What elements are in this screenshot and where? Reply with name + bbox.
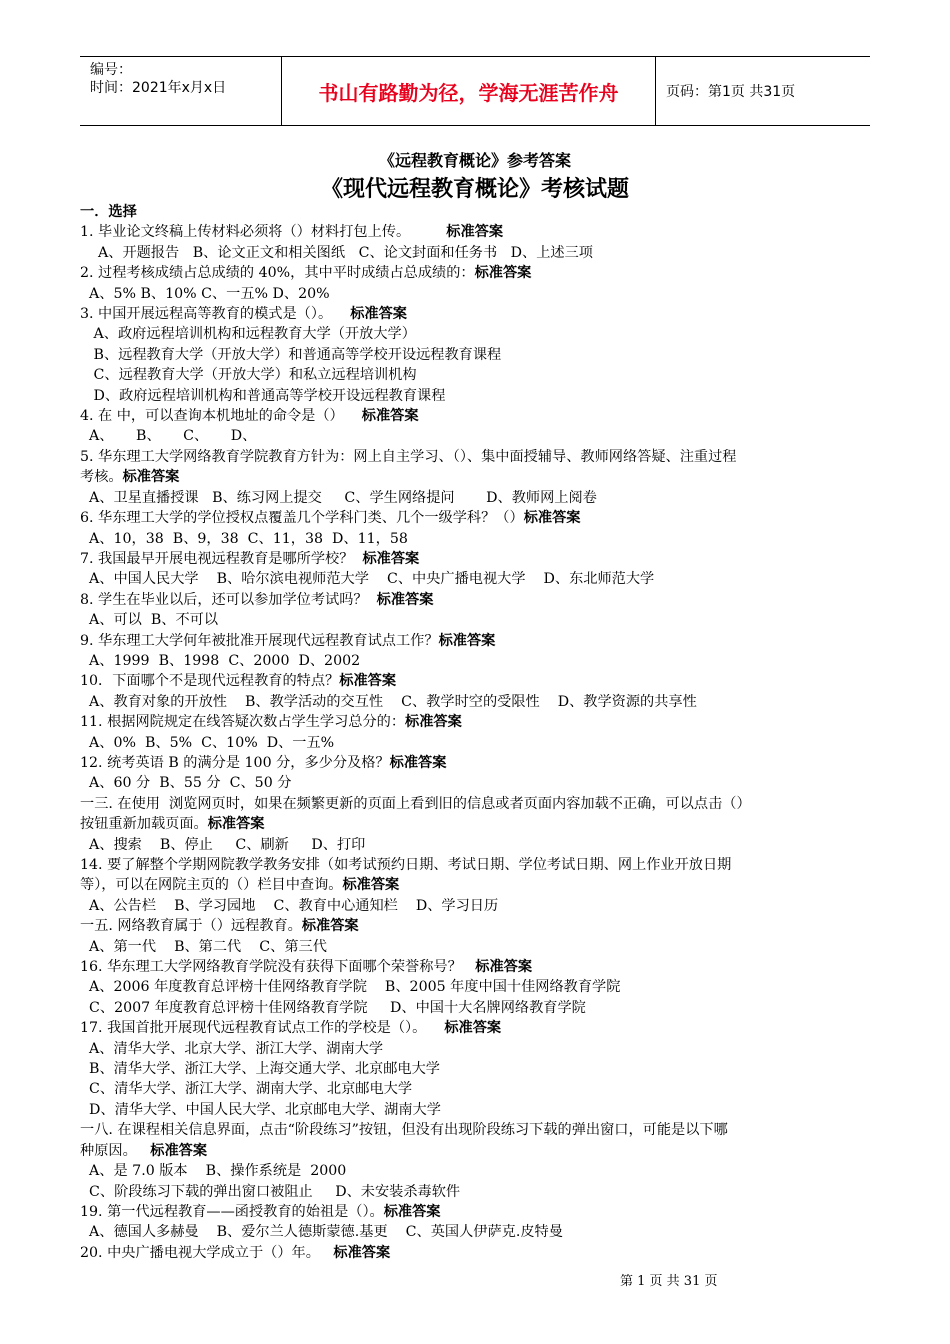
- text-line: [80, 284, 872, 304]
- text-line: [80, 569, 872, 589]
- text-line: [80, 590, 872, 610]
- text-line: [80, 1161, 872, 1181]
- answer-label: 标准答案: [383, 1203, 441, 1220]
- answer-label: 标准答案: [474, 265, 532, 282]
- text-line: [80, 406, 872, 426]
- line-text: A、搜索 B、停止 C、刷新 D、打印: [80, 836, 366, 853]
- line-text: C、清华大学、浙江大学、湖南大学、北京邮电大学: [80, 1081, 413, 1098]
- text-line: [80, 631, 872, 651]
- text-line: [80, 1079, 872, 1099]
- text-line: [80, 875, 872, 895]
- line-text: 一五. 网络教育属于（）远程教育。: [80, 918, 302, 935]
- line-text: 种原因。: [80, 1142, 151, 1159]
- answer-label: 标准答案: [475, 959, 533, 976]
- line-text: A、清华大学、北京大学、浙江大学、湖南大学: [80, 1040, 384, 1057]
- line-text: C、阶段练习下载的弹出窗口被阻止 D、未安装杀毒软件: [80, 1183, 461, 1200]
- answer-label: 标准答案: [301, 918, 359, 935]
- line-text: A、教育对象的开放性 B、教学活动的交互性 C、教学时空的受限性 D、教学资源的共享性: [80, 693, 697, 710]
- text-line: [80, 426, 872, 446]
- answer-label: 标准答案: [122, 469, 180, 486]
- text-line: [80, 835, 872, 855]
- line-text: 12. 统考英语 B 的满分是 100 分，多少分及格？: [80, 754, 390, 771]
- line-text: A、中国人民大学 B、哈尔滨电视师范大学 C、中央广播电视大学 D、东北师范大学: [80, 571, 655, 588]
- answer-label: 标准答案: [333, 1244, 391, 1261]
- line-text: 17. 我国首批开展现代远程教育试点工作的学校是（）。: [80, 1020, 445, 1037]
- text-line: [80, 467, 872, 487]
- line-text: C、远程教育大学（开放大学）和私立远程培训机构: [80, 367, 417, 384]
- text-line: [80, 202, 872, 222]
- line-text: 20. 中央广播电视大学成立于（）年。: [80, 1244, 334, 1261]
- line-text: A、第一代 B、第二代 C、第三代: [80, 938, 327, 955]
- line-text: A、2006 年度教育总评榜十佳网络教育学院 B、2005 年度中国十佳网络教育学院: [80, 979, 621, 996]
- answer-label: 标准答案: [523, 510, 581, 527]
- answer-label: 标准答案: [444, 1020, 502, 1037]
- text-line: [80, 1039, 872, 1059]
- text-line: [80, 1059, 872, 1079]
- line-text: 7. 我国最早开展电视远程教育是哪所学校？: [80, 550, 363, 567]
- page-footer: 第 1 页 共 31 页: [620, 1274, 718, 1289]
- line-text: 8. 学生在毕业以后，还可以参加学位考试吗？: [80, 591, 377, 608]
- header-meta: [80, 57, 282, 125]
- line-text: 等），可以在网院主页的（）栏目中查询。: [80, 877, 343, 894]
- line-text: 一三. 在使用 浏览网页时，如果在频繁更新的页面上看到旧的信息或者页面内容加载不正确，可以点击（）: [80, 795, 751, 812]
- line-text: B、清华大学、浙江大学、上海交通大学、北京邮电大学: [80, 1061, 440, 1078]
- line-text: 按钮重新加载页面。: [80, 816, 208, 833]
- line-text: 考核。: [80, 469, 123, 486]
- document-title: 《现代远程教育概论》考核试题: [320, 176, 629, 202]
- text-line: [80, 263, 872, 283]
- answer-label: 标准答案: [342, 877, 400, 894]
- text-line: [80, 345, 872, 365]
- text-line: [80, 1018, 872, 1038]
- answer-label: 标准答案: [446, 224, 504, 241]
- text-line: [80, 222, 872, 242]
- answer-label: 标准答案: [339, 673, 397, 690]
- text-line: [80, 243, 872, 263]
- line-text: 16. 华东理工大学网络教育学院没有获得下面哪个荣誉称号？: [80, 959, 476, 976]
- line-text: 一．选择: [80, 204, 137, 220]
- text-line: [80, 712, 872, 732]
- line-text: 2. 过程考核成绩占总成绩的 40%，其中平时成绩占总成绩的：: [80, 265, 475, 282]
- line-text: A、卫星直播授课 B、练习网上提交 C、学生网络提问 D、教师网上阅卷: [80, 489, 597, 506]
- text-line: [80, 365, 872, 385]
- line-text: B、远程教育大学（开放大学）和普通高等学校开设远程教育课程: [80, 346, 502, 363]
- line-text: A、是 7.0 版本 B、操作系统是 2000: [80, 1163, 347, 1180]
- answer-label: 标准答案: [376, 591, 434, 608]
- text-line: [80, 386, 872, 406]
- text-line: [80, 447, 872, 467]
- answer-label: 标准答案: [150, 1142, 208, 1159]
- line-text: A、0% B、5% C、10% D、一五%: [80, 734, 335, 751]
- line-text: 3. 中国开展远程高等教育的模式是（）。: [80, 306, 351, 323]
- text-line: [80, 671, 872, 691]
- answer-label: 标准答案: [207, 816, 265, 833]
- line-text: A、5% B、10% C、一五% D、20%: [80, 285, 330, 302]
- line-text: 19. 第一代远程教育——函授教育的始祖是（）。: [80, 1203, 384, 1220]
- line-text: 10．下面哪个不是现代远程教育的特点？: [80, 673, 340, 690]
- line-text: 1. 毕业论文终稿上传材料必须将（）材料打包上传。: [80, 224, 447, 241]
- text-line: [80, 916, 872, 936]
- answer-label: 标准答案: [361, 408, 419, 425]
- line-text: 5. 华东理工大学网络教育学院教育方针为：网上自主学习、（）、集中面授辅导、教师网络答疑、注重过程: [80, 448, 737, 465]
- text-line: [80, 998, 872, 1018]
- text-line: [80, 1182, 872, 1202]
- line-text: A、可以 B、不可以: [80, 612, 219, 629]
- text-line: [80, 773, 872, 793]
- header-motto: 书山有路勤为径，学海无涯苦作舟: [282, 57, 656, 125]
- line-text: A、公告栏 B、学习园地 C、教育中心通知栏 D、学习日历: [80, 897, 499, 914]
- text-line: [80, 977, 872, 997]
- line-text: 6. 华东理工大学的学位授权点覆盖几个学科门类、几个一级学科？（）: [80, 510, 524, 527]
- line-text: A、 B、 C、 D、: [80, 428, 257, 445]
- line-text: A、政府远程培训机构和远程教育大学（开放大学）: [80, 326, 416, 343]
- line-text: D、政府远程培训机构和普通高等学校开设远程教育课程: [80, 387, 446, 404]
- text-line: [80, 610, 872, 630]
- answer-label: 标准答案: [362, 550, 420, 567]
- document-subtitle: 《远程教育概论》参考答案: [378, 151, 571, 170]
- header-page-info: 页码：第1页 共31页: [666, 84, 796, 100]
- text-line: [80, 1141, 872, 1161]
- text-line: [80, 753, 872, 773]
- line-text: D、清华大学、中国人民大学、北京邮电大学、湖南大学: [80, 1101, 441, 1118]
- text-line: [80, 529, 872, 549]
- text-line: [80, 488, 872, 508]
- answer-label: 标准答案: [350, 306, 407, 323]
- line-text: 一八. 在课程相关信息界面，点击“阶段练习”按钮，但没有出现阶段练习下载的弹出窗口，可能是以下哪: [80, 1122, 728, 1139]
- answer-label: 标准答案: [389, 754, 447, 771]
- line-text: 11. 根据网院规定在线答疑次数占学生学习总分的：: [80, 714, 406, 731]
- text-line: [80, 1222, 872, 1242]
- text-line: [80, 937, 872, 957]
- line-text: C、2007 年度教育总评榜十佳网络教育学院 D、中国十大名牌网络教育学院: [80, 999, 586, 1016]
- text-line: [80, 957, 872, 977]
- line-text: A、60 分 B、55 分 C、50 分: [80, 775, 292, 792]
- text-line: [80, 1202, 872, 1222]
- line-text: A、1999 B、1998 C、2000 D、2002: [80, 652, 361, 669]
- line-text: A、开题报告 B、论文正文和相关图纸 C、论文封面和任务书 D、上述三项: [80, 244, 593, 261]
- answer-label: 标准答案: [405, 714, 462, 731]
- text-line: [80, 1243, 872, 1263]
- line-text: A、德国人多赫曼 B、爱尔兰人德斯蒙德.基更 C、英国人伊萨克.皮特曼: [80, 1224, 563, 1241]
- text-line: [80, 304, 872, 324]
- serial-label: 编号：: [90, 62, 132, 78]
- text-line: [80, 1120, 872, 1140]
- line-text: 4. 在 中，可以查询本机地址的命令是（）: [80, 408, 362, 425]
- question-list: [80, 202, 872, 1263]
- text-line: [80, 549, 872, 569]
- line-text: A、10，38 B、9，38 C、11，38 D、11，58: [80, 530, 408, 547]
- text-line: [80, 324, 872, 344]
- line-text: 9. 华东理工大学何年被批准开展现代远程教育试点工作？: [80, 632, 439, 649]
- page-header: [80, 56, 870, 126]
- text-line: [80, 1100, 872, 1120]
- text-line: [80, 508, 872, 528]
- text-line: [80, 692, 872, 712]
- text-line: [80, 651, 872, 671]
- text-line: [80, 814, 872, 834]
- text-line: [80, 855, 872, 875]
- text-line: [80, 896, 872, 916]
- answer-label: 标准答案: [438, 632, 496, 649]
- line-text: 14. 要了解整个学期网院教学教务安排（如考试预约日期、考试日期、学位考试日期、网上作业开放日期: [80, 857, 732, 873]
- text-line: [80, 733, 872, 753]
- time-label: 时间：2021年x月x日: [90, 80, 227, 96]
- text-line: [80, 794, 872, 814]
